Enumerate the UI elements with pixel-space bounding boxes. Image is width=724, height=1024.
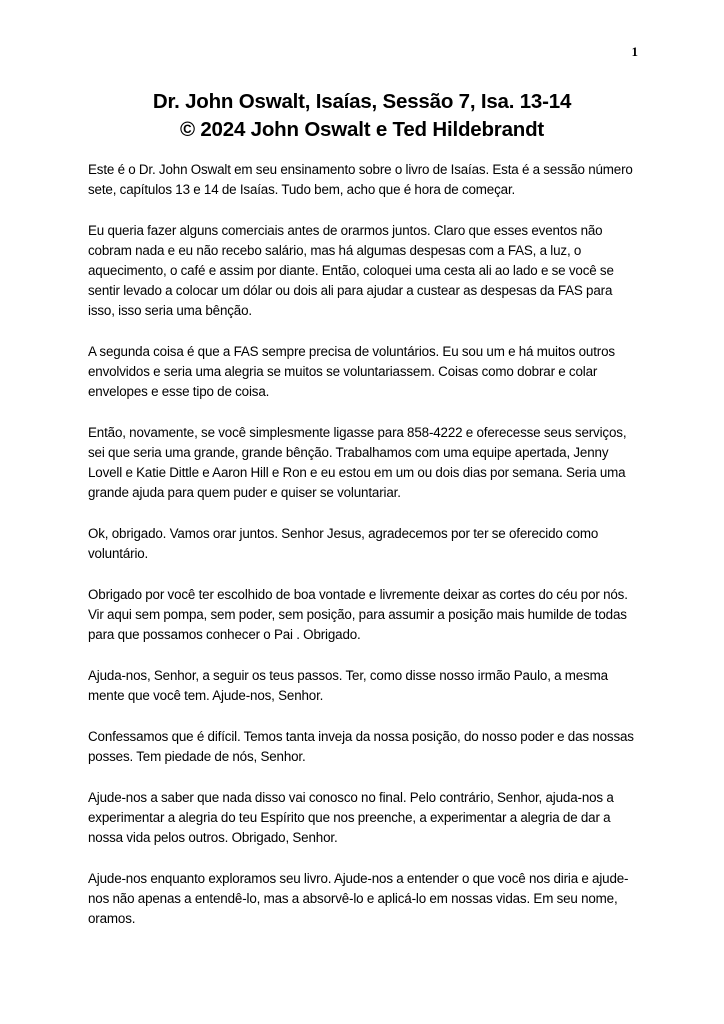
- paragraph-6: Obrigado por você ter escolhido de boa vontade e livremente deixar as cortes do céu por nós. Vir aqui sem pompa, sem poder, sem posição, para assumir a posição mais humilde de todas para que possamos conhecer o Pai . Obrigado.: [88, 587, 628, 642]
- document-title: [88, 88, 636, 144]
- paragraph-9: Ajude-nos a saber que nada disso vai conosco no final. Pelo contrário, Senhor, ajuda-nos a experimentar a alegria do teu Espírito que nos preenche, a experimentar a alegria de dar a nossa vida pelos outros. Obrigado, Senhor.: [88, 790, 614, 845]
- paragraph-1: Este é o Dr. John Oswalt em seu ensinamento sobre o livro de Isaías. Esta é a sessão número sete, capítulos 13 e 14 de Isaías. Tudo bem, acho que é hora de começar.: [88, 162, 633, 197]
- paragraph-3: A segunda coisa é que a FAS sempre precisa de voluntários. Eu sou um e há muitos outros envolvidos e seria uma alegria se muitos se voluntariassem. Coisas como dobrar e colar envelopes e esse tipo de coisa.: [88, 344, 615, 399]
- document-body: [88, 160, 640, 950]
- paragraph-2: Eu queria fazer alguns comerciais antes de orarmos juntos. Claro que esses eventos não cobram nada e eu não recebo salário, mas há algumas despesas com a FAS, a luz, o aquecimento, o café e assim por diante. Então, coloquei uma cesta ali ao lado e se você se sentir levado a colocar um dólar ou dois ali para ajudar a custear as despesas da FAS para isso, isso seria uma bênção.: [88, 223, 614, 318]
- paragraph-8: Confessamos que é difícil. Temos tanta inveja da nossa posição, do nosso poder e das nossas posses. Tem piedade de nós, Senhor.: [88, 729, 634, 764]
- paragraph-4: Então, novamente, se você simplesmente ligasse para 858-4222 e oferecesse seus serviços, sei que seria uma grande, grande bênção. Trabalhamos com uma equipe apertada, Jenny Lovell e Katie Dittle e Aaron Hill e Ron e eu estou em um ou dois dias por semana. Seria uma grande ajuda para quem puder e quiser se voluntariar.: [88, 425, 627, 500]
- page-number: 1: [631, 44, 638, 59]
- paragraph-5: Ok, obrigado. Vamos orar juntos. Senhor Jesus, agradecemos por ter se oferecido como voluntário.: [88, 526, 599, 561]
- title-line-2: © 2024 John Oswalt e Ted Hildebrandt: [179, 118, 545, 141]
- paragraph-7: Ajuda-nos, Senhor, a seguir os teus passos. Ter, como disse nosso irmão Paulo, a mesma mente que você tem. Ajude-nos, Senhor.: [88, 668, 608, 703]
- paragraph-10: Ajude-nos enquanto exploramos seu livro. Ajude-nos a entender o que você nos diria e ajude-nos não apenas a entendê-lo, mas a absorvê-lo e aplicá-lo em nossas vidas. Em seu nome, oramos.: [88, 871, 629, 926]
- title-line-1: Dr. John Oswalt, Isaías, Sessão 7, Isa. 13-14: [152, 90, 572, 113]
